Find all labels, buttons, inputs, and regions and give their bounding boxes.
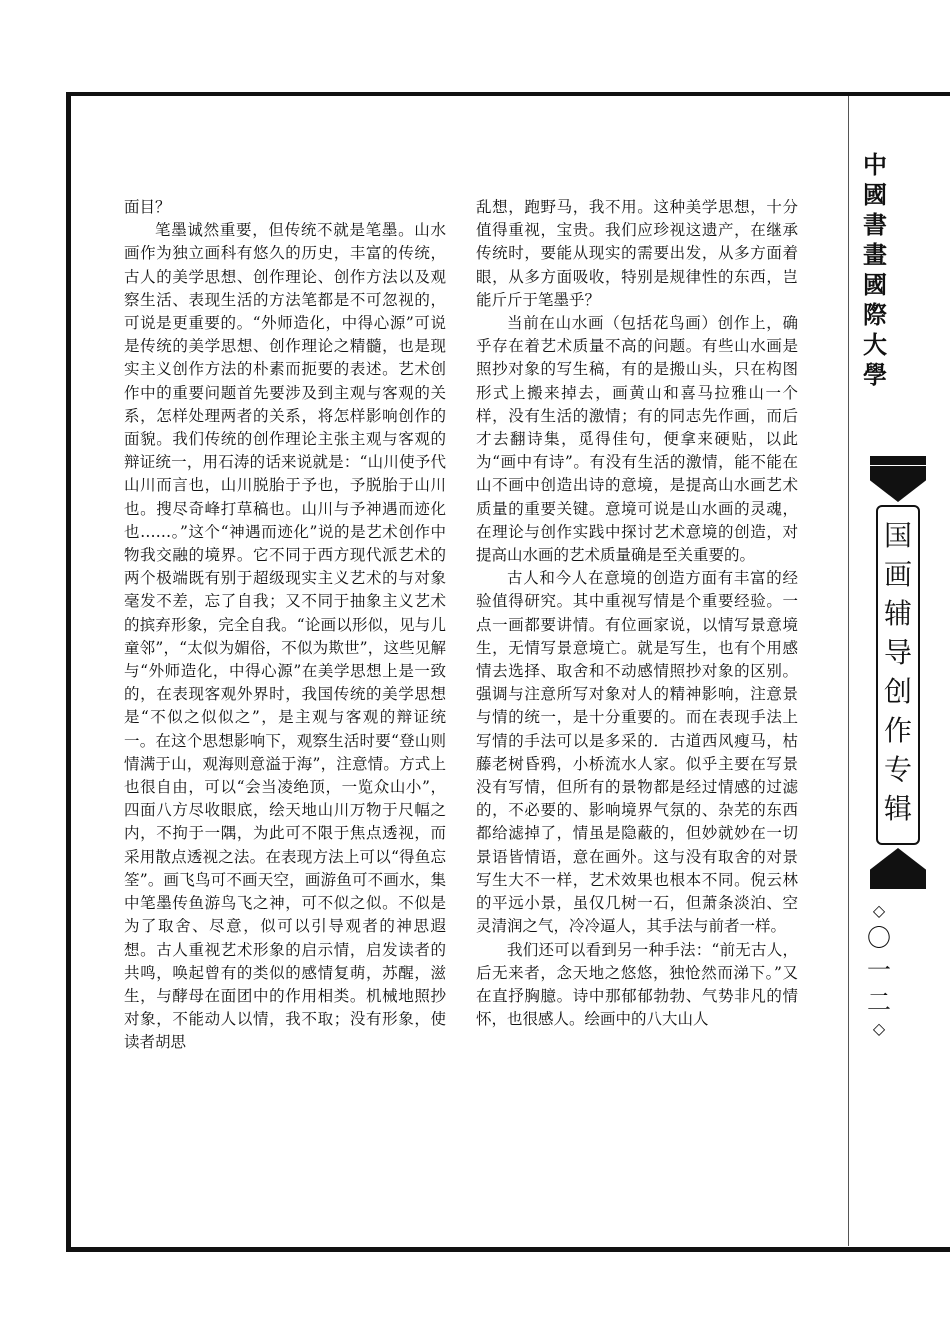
journal-title-char: 學 bbox=[863, 360, 887, 389]
diamond-icon: ◇ bbox=[872, 901, 886, 920]
journal-title-char: 畫 bbox=[863, 240, 887, 269]
left-text-column bbox=[124, 196, 446, 1055]
column-title-char: 辅 bbox=[883, 597, 912, 630]
journal-title-char: 國 bbox=[863, 180, 887, 209]
page-number-digit: 二 bbox=[867, 988, 891, 1016]
column-title-char: 导 bbox=[883, 636, 912, 669]
page-number-digit: 〇 bbox=[867, 924, 891, 952]
banner-bottom-rule bbox=[870, 880, 926, 889]
journal-title bbox=[858, 150, 892, 390]
journal-title-char: 際 bbox=[863, 300, 887, 329]
column-title-char: 辑 bbox=[883, 792, 912, 825]
paragraph: 笔墨诚然重要，但传统不就是笔墨。山水画作为独立画科有悠久的历史，丰富的传统，古人的美学思想、创作理论、创作方法以及观察生活、表现生活的方法笔都是不可忽视的，可说是更重要的。“外师造化，中得心源”可说是传统的美学思想、创作理论之精髓，也是现实主义创作方法的朴素而扼要的表述。艺术创作中的重要问题首先要涉及到主观与客观的关系，怎样处理两者的关系，将怎样影响创作的面貌。我们传统的创作理论主张主观与客观的辩证统一，用石涛的话来说就是：“山川使予代山川而言也，山川脱胎于予也，予脱胎于山川也。搜尽奇峰打草稿也。山川与予神遇而迹化也……。”这个“神遇而迹化”说的是艺术创作中物我交融的境界。它不同于西方现代派艺术的两个极端既有别于超级现实主义艺术的与对象毫发不差，忘了自我；又不同于抽象主义艺术的摈弃形象，完全自我。“论画以形似，见与儿童邻”，“太似为媚俗，不似为欺世”，这些见解与“外师造化，中得心源”在美学思想上是一致的，在表现客观外界时，我国传统的美学思想是“不似之似似之”，是主观与客观的辩证统一。在这个思想影响下，观察生活时要“登山则情满于山，观海则意溢于海”，注意情。方式上也很自由，可以“会当凌绝顶，一览众山小”，四面八方尽收眼底，绘天地山川万物于尺幅之内，不拘于一隅，为此可不限于焦点透视，而采用散点透视之法。在表现方法上可以“得鱼忘筌”。画飞鸟可不画天空，画游鱼可不画水，集中笔墨传鱼游鸟飞之神，可不似之似。不似是为了取舍、尽意，似可以引导观者的神思遐想。古人重视艺术形象的启示情，启发读者的共鸣，唤起曾有的类似的感情复萌，苏醒，滋生，与酵母在面团中的作用相类。机械地照抄对象，不能动人以情，我不取；没有形象，使读者胡思 bbox=[124, 221, 446, 1052]
column-title-char: 作 bbox=[883, 714, 912, 747]
sidebar-divider bbox=[848, 96, 849, 1246]
paragraph: 面目？ bbox=[124, 198, 171, 216]
journal-title-char: 中 bbox=[863, 150, 887, 179]
journal-title-char: 書 bbox=[863, 210, 887, 239]
page-number bbox=[862, 900, 896, 1040]
paragraph: 当前在山水画（包括花鸟画）创作上，确乎存在着艺术质量不高的问题。有些山水画是照抄对象的写生稿，有的是搬山头，只在构图形式上搬来掉去，画黄山和喜马拉雅山一个样，没有生活的激情；有的同志先作画，而后才去翻诗集，觅得佳句，便拿来硬贴，以此为“画中有诗”。有没有生活的激情，能不能在山不画中创造出诗的意境，是提高山水画艺术质量的重要关键。意境可说是山水画的灵魂，在理论与创作实践中探讨艺术意境的创造，对提高山水画的艺术质量确是至关重要的。 bbox=[476, 314, 798, 565]
paragraph: 古人和今人在意境的创造方面有丰富的经验值得研究。其中重视写情是个重要经验。一点一画都要讲情。有位画家说，以情写景意境生，无情写景意境亡。就是写生，也有个用感情去选择、取舍和不动感情照抄对象的区别。强调与注意所写对象对人的精神影响，注意景与情的统一，是十分重要的。而在表现手法上写情的手法可以是多采的．古道西风瘦马，枯藤老树昏鸦，小桥流水人家。似乎主要在写景没有写情，但所有的景物都是经过情感的过滤的，不必要的、影响境界气氛的、杂芜的东西都给滤掉了，情虽是隐蔽的，但妙就妙在一切景语皆情语，意在画外。这与没有取舍的对景写生大不一样，艺术效果也根本不同。倪云林的平远小景，虽仅几树一石，但萧条淡泊、空灵清润之气，冷冷逼人，其手法与前者一样。 bbox=[476, 569, 798, 936]
column-title-char: 画 bbox=[883, 558, 912, 591]
diamond-icon: ◇ bbox=[872, 1019, 886, 1038]
journal-title-char: 國 bbox=[863, 270, 887, 299]
banner-top-rule bbox=[870, 456, 926, 465]
paragraph: 乱想，跑野马，我不用。这种美学思想，十分值得重视，宝贵。我们应珍视这遗产，在继承传统时，要能从现实的需要出发，从多方面着眼，从多方面吸收，特别是规律性的东西，岂能斤斤于笔墨乎？ bbox=[476, 198, 798, 309]
paragraph: 我们还可以看到另一种手法：“前无古人，后无来者，念天地之悠悠，独怆然而涕下。”又在直抒胸臆。诗中那郁郁勃勃、气势非凡的情怀，也很感人。绘画中的八大山人 bbox=[476, 940, 798, 1029]
column-title bbox=[876, 516, 920, 828]
column-title-char: 专 bbox=[883, 753, 912, 786]
page-number-digit: 一 bbox=[867, 956, 891, 984]
column-title-char: 国 bbox=[883, 519, 912, 552]
journal-title-char: 大 bbox=[863, 330, 887, 359]
right-text-column bbox=[476, 196, 798, 1031]
column-title-char: 创 bbox=[883, 675, 912, 708]
